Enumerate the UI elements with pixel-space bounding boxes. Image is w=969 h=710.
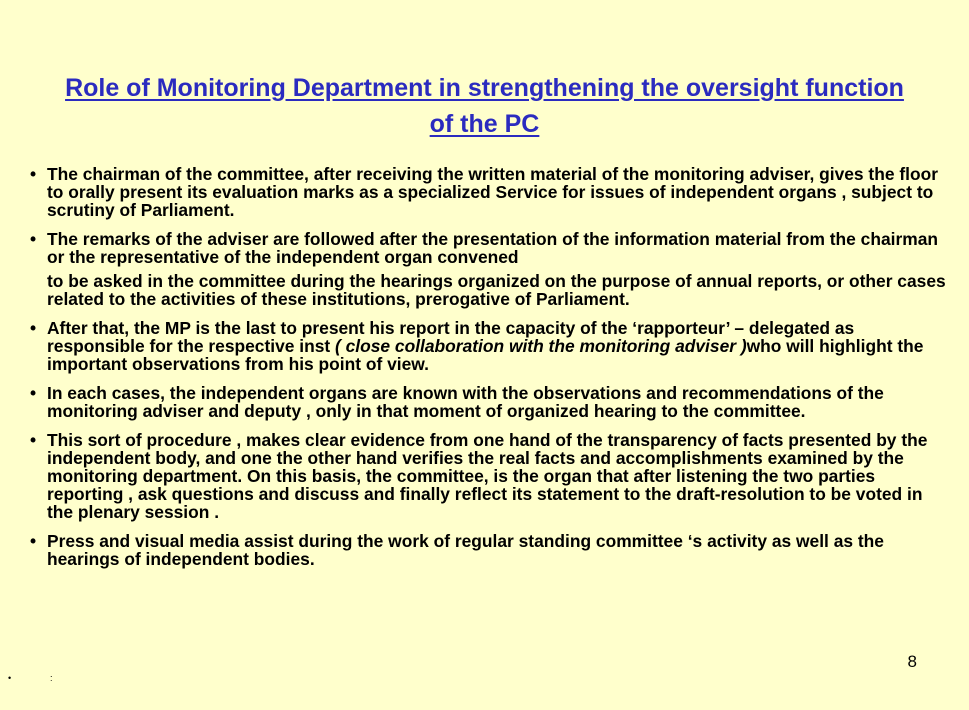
bullet-text-italic: ( close collaboration with the monitoring adviser ) [335, 336, 747, 356]
bullet-item [30, 230, 948, 266]
bullet-item [30, 532, 948, 568]
bullet-text: • The chairman of the committee, after receiving the written material of the monitoring adviser, gives the floor to orally present its evaluation marks as a specialized Service for issues of independent organs , subject to scrutiny of Parliament. [47, 164, 938, 220]
bullet-list [30, 165, 948, 579]
bullet-text: • This sort of procedure , makes clear evidence from one hand of the transparency of facts presented by the independent body, and one the other hand verifies the real facts and accomplishments examined by the monitoring department. On this basis, the committee, is the organ that after listening the two parties reporting , ask questions and discuss and finally reflect its statement to the draft-resolution to be voted in the plenary session . [47, 430, 928, 522]
bullet-text: • Press and visual media assist during the work of regular standing committee ‘s activity as well as the hearings of independent bodies. [47, 531, 884, 569]
bullet-continuation [30, 272, 948, 308]
bullet-item [30, 319, 948, 373]
bullet-text: • The remarks of the adviser are followed after the presentation of the information material from the chairman or the representative of the independent organ convened [47, 229, 938, 267]
bullet-text: • In each cases, the independent organs are known with the observations and recommendations of the monitoring adviser and deputy , only in that moment of organized hearing to the committee. [47, 383, 884, 421]
page-number: 8 [907, 652, 917, 671]
footer-mark: : [50, 673, 53, 683]
bullet-item [30, 431, 948, 521]
bullet-item [30, 165, 948, 219]
footer-mark: • [8, 673, 12, 683]
slide-title: Role of Monitoring Department in strengthening the oversight function of the PC [65, 74, 904, 138]
bullet-text: After that, the MP is the last to present his report in the capacity of the ‘rapporteur’ – delegated as responsible for the respective inst [47, 318, 855, 356]
bullet-item [30, 384, 948, 420]
continuation-text: to be asked in the committee during the hearings organized on the purpose of annual reports, or other cases related to the activities of these institutions, prerogative of Parliament. [47, 271, 946, 309]
bullet-text-end: who will highlight the important observations from his point of view. [47, 336, 924, 374]
